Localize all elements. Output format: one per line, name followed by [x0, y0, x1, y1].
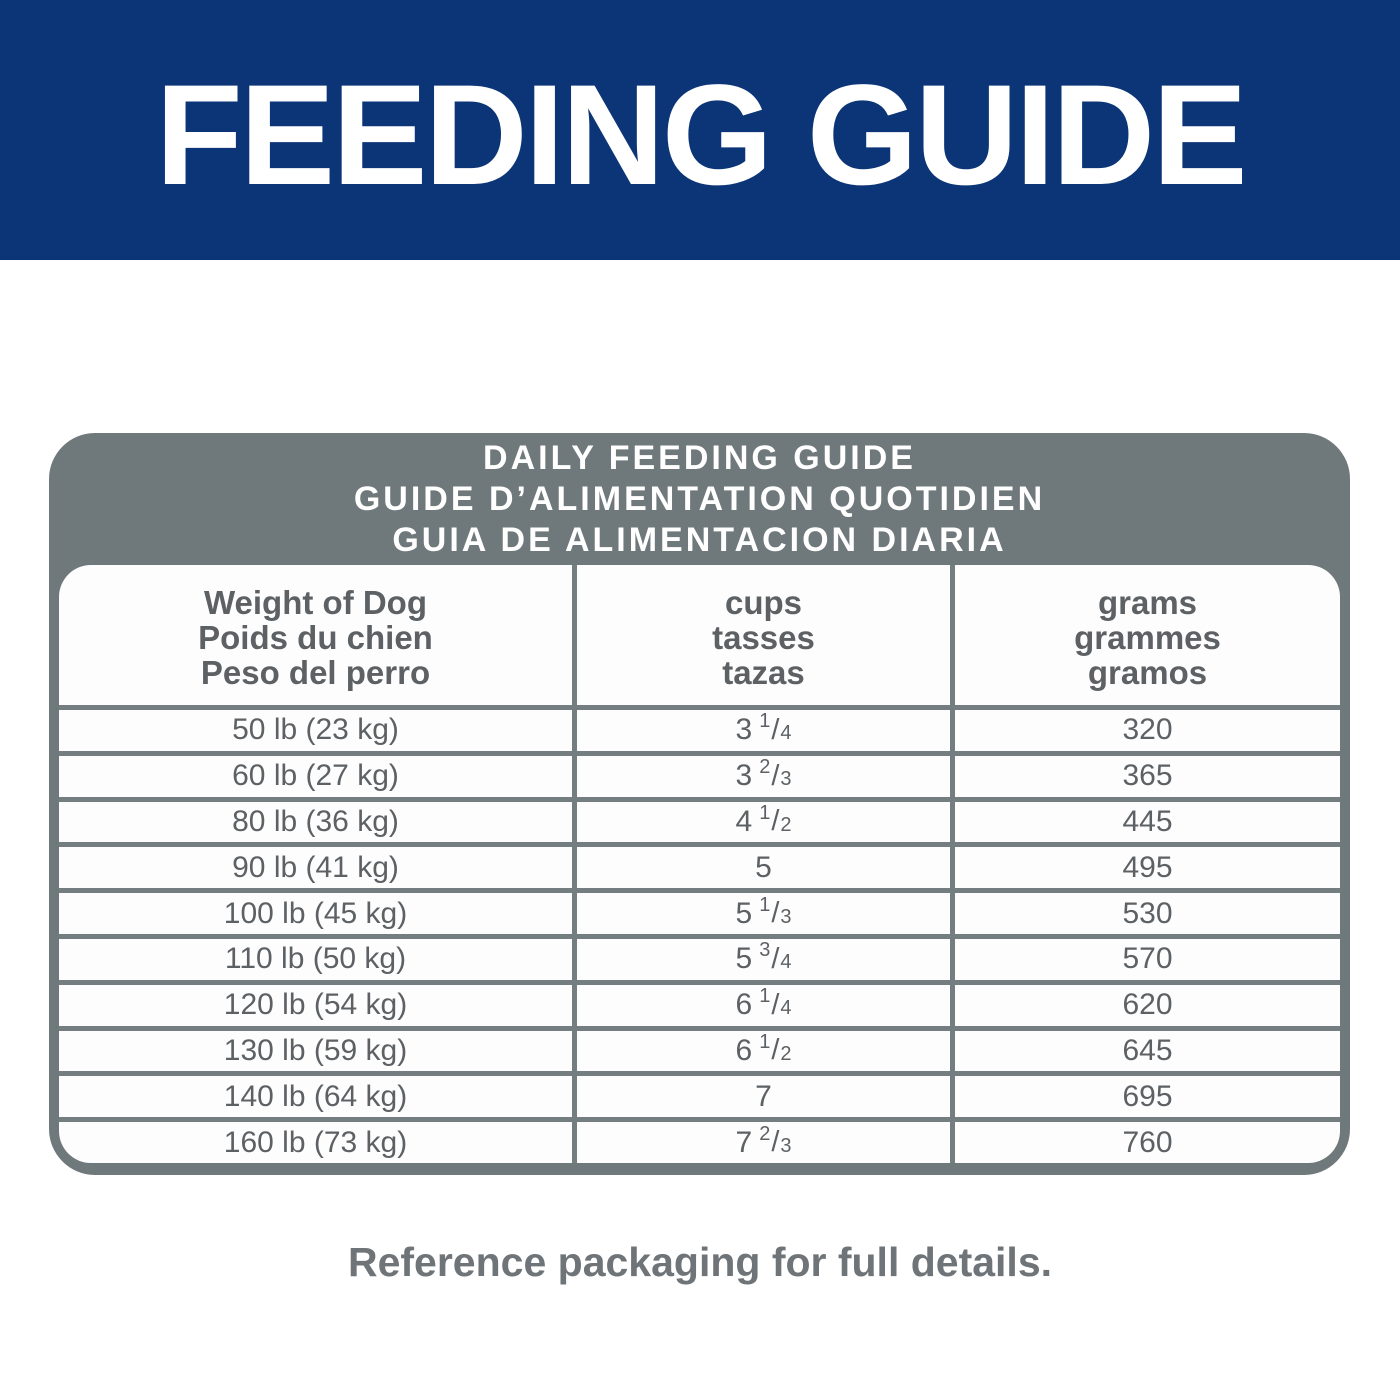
cups-fraction-numerator: 2: [759, 1122, 771, 1145]
card-title: [59, 433, 1340, 565]
grams-header-es: gramos: [1087, 653, 1208, 691]
cups-fraction-numerator: 1: [759, 801, 771, 824]
page-title: FEEDING GUIDE: [155, 55, 1245, 215]
cups-cell: [572, 710, 955, 751]
cups-fraction-denominator: 3: [780, 1134, 792, 1157]
cups-whole: 6: [735, 1033, 753, 1067]
weight-header-es: Peso del perro: [200, 653, 431, 691]
cups-fraction-denominator: 4: [780, 722, 792, 745]
cups-cell: [572, 1122, 955, 1163]
weight-cell: 130 lb (59 kg): [223, 1033, 408, 1067]
grams-header-fr: grammes: [1074, 618, 1221, 656]
cups-fraction-numerator: 1: [759, 710, 771, 733]
cups-cell: [572, 1076, 955, 1117]
weight-cell: 60 lb (27 kg): [232, 759, 399, 793]
grams-header-en: grams: [1097, 583, 1198, 621]
top-banner: [0, 0, 1400, 260]
table-row: [59, 705, 1340, 751]
grams-cell: 320: [1122, 713, 1173, 747]
cups-fraction-denominator: 2: [780, 813, 792, 836]
cups-fraction-slash: /: [771, 897, 780, 930]
table-row: [59, 1117, 1340, 1163]
grams-cell: 620: [1122, 988, 1173, 1022]
cups-fraction-slash: /: [771, 942, 780, 975]
cups-fraction-numerator: 1: [759, 1030, 771, 1053]
cups-fraction-denominator: 4: [780, 951, 792, 974]
card-title-line-es: GUIA DE ALIMENTACION DIARIA: [392, 520, 1007, 559]
cups-whole: 3: [735, 759, 753, 793]
cups-fraction-denominator: 3: [780, 768, 792, 791]
footer-note: Reference packaging for full details.: [347, 1239, 1053, 1285]
cups-fraction-denominator: 2: [780, 1042, 792, 1065]
weight-cell: 120 lb (54 kg): [223, 988, 408, 1022]
grams-cell: 445: [1122, 804, 1173, 838]
cups-whole: 5: [735, 896, 753, 930]
table-row: [59, 934, 1340, 980]
weight-cell: 50 lb (23 kg): [232, 713, 399, 747]
cups-whole: 7: [755, 1079, 772, 1113]
cups-fraction-slash: /: [771, 1126, 780, 1159]
cups-fraction-slash: /: [771, 759, 780, 792]
cups-fraction-slash: /: [771, 805, 780, 838]
cups-fraction-slash: /: [771, 1034, 780, 1067]
table-row: [59, 842, 1340, 888]
table-row: [59, 797, 1340, 843]
cups-cell: [572, 847, 955, 888]
cups-fraction-denominator: 4: [780, 997, 792, 1020]
cups-header-fr: tasses: [712, 618, 815, 656]
cups-cell: [572, 939, 955, 980]
cups-fraction-denominator: 3: [780, 905, 792, 928]
weight-header-en: Weight of Dog: [203, 583, 427, 621]
grams-cell: 570: [1122, 942, 1173, 976]
cups-header-es: tazas: [722, 653, 805, 691]
grams-cell: 365: [1122, 759, 1173, 793]
table-row: [59, 1071, 1340, 1117]
cups-fraction-numerator: 3: [759, 939, 771, 962]
table-row: [59, 888, 1340, 934]
cups-cell: [572, 1031, 955, 1072]
weight-cell: 160 lb (73 kg): [223, 1125, 408, 1159]
card-title-line-fr: GUIDE D’ALIMENTATION QUOTIDIEN: [353, 479, 1046, 518]
daily-feeding-guide-card: [49, 433, 1350, 1175]
cups-whole: 6: [735, 988, 753, 1022]
cups-cell: [572, 985, 955, 1026]
grams-cell: 645: [1122, 1033, 1173, 1067]
column-header-cups: [572, 565, 955, 705]
table-rows: [59, 705, 1340, 1163]
grams-cell: 495: [1122, 850, 1173, 884]
cups-fraction-numerator: 1: [759, 985, 771, 1008]
cups-fraction-slash: /: [771, 713, 780, 746]
weight-header-fr: Poids du chien: [198, 618, 433, 656]
grams-cell: 760: [1122, 1125, 1173, 1159]
weight-cell: 80 lb (36 kg): [232, 804, 399, 838]
cups-cell: [572, 756, 955, 797]
weight-cell: 110 lb (50 kg): [224, 942, 407, 976]
cups-fraction-numerator: 2: [759, 756, 771, 779]
grams-cell: 695: [1122, 1079, 1173, 1113]
feeding-table: [59, 565, 1340, 1163]
column-header-grams: [955, 565, 1340, 705]
weight-cell: 100 lb (45 kg): [223, 896, 408, 930]
table-row: [59, 751, 1340, 797]
grams-cell: 530: [1122, 896, 1173, 930]
cups-cell: [572, 802, 955, 843]
cups-fraction-slash: /: [771, 988, 780, 1021]
cups-cell: [572, 893, 955, 934]
table-header-row: [59, 565, 1340, 705]
card-title-line-en: DAILY FEEDING GUIDE: [483, 438, 916, 477]
table-row: [59, 980, 1340, 1026]
cups-header-en: cups: [724, 583, 803, 621]
cups-whole: 5: [755, 850, 772, 884]
cups-fraction-numerator: 1: [759, 893, 771, 916]
table-row: [59, 1026, 1340, 1072]
cups-whole: 5: [735, 942, 753, 976]
cups-whole: 7: [735, 1125, 753, 1159]
cups-whole: 3: [735, 713, 753, 747]
weight-cell: 90 lb (41 kg): [232, 850, 399, 884]
weight-cell: 140 lb (64 kg): [223, 1079, 408, 1113]
column-header-weight: [59, 565, 572, 705]
cups-whole: 4: [735, 804, 753, 838]
